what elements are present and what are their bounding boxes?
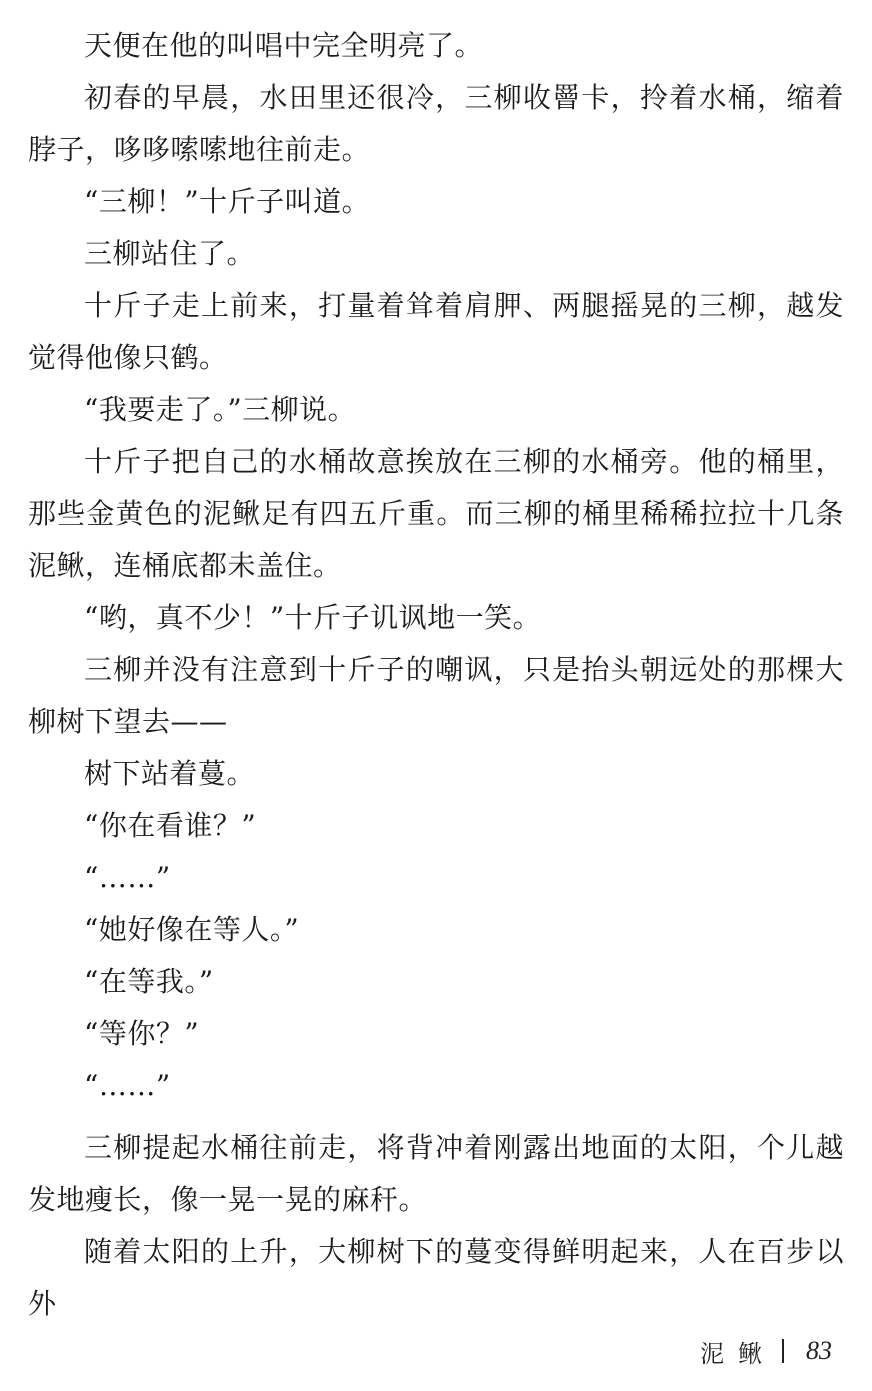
paragraph: “……” bbox=[84, 1069, 171, 1102]
paragraph: “等你？” bbox=[84, 1017, 200, 1050]
paragraph: “……” bbox=[84, 861, 171, 894]
paragraph: 天便在他的叫唱中完全明亮了。 bbox=[84, 29, 484, 62]
paragraph: 三柳提起水桶往前走，将背冲着刚露出地面的太阳，个儿越发地瘦长，像一晃一晃的麻秆。 bbox=[28, 1131, 844, 1216]
page-footer bbox=[700, 1333, 832, 1369]
paragraph: 初春的早晨，水田里还很冷，三柳收罾卡，拎着水桶，缩着脖子，哆哆嗦嗦地往前走。 bbox=[28, 81, 844, 166]
paragraph: 十斤子把自己的水桶故意挨放在三柳的水桶旁。他的桶里，那些金黄色的泥鳅足有四五斤重。而三柳的桶里稀稀拉拉十几条泥鳅，连桶底都未盖住。 bbox=[28, 445, 844, 582]
paragraph: “我要走了。”三柳说。 bbox=[84, 393, 357, 426]
paragraph: “她好像在等人。” bbox=[84, 913, 300, 946]
paragraph: 三柳站住了。 bbox=[84, 237, 256, 270]
paragraph: “在等我。” bbox=[84, 965, 214, 998]
book-page-body bbox=[28, 20, 844, 1330]
paragraph: “三柳！”十斤子叫道。 bbox=[84, 185, 371, 218]
running-title: 泥鳅 bbox=[700, 1339, 776, 1368]
footer-divider bbox=[782, 1339, 784, 1363]
paragraph: “哟，真不少！”十斤子讥讽地一笑。 bbox=[84, 601, 542, 634]
paragraph: 树下站着蔓。 bbox=[84, 757, 256, 790]
page-number: 83 bbox=[806, 1336, 832, 1365]
paragraph: 十斤子走上前来，打量着耸着肩胛、两腿摇晃的三柳，越发觉得他像只鹤。 bbox=[28, 289, 844, 374]
paragraph: 三柳并没有注意到十斤子的嘲讽，只是抬头朝远处的那棵大柳树下望去—— bbox=[28, 653, 844, 738]
paragraph: 随着太阳的上升，大柳树下的蔓变得鲜明起来，人在百步以外 bbox=[28, 1235, 844, 1320]
paragraph: “你在看谁？” bbox=[84, 809, 257, 842]
